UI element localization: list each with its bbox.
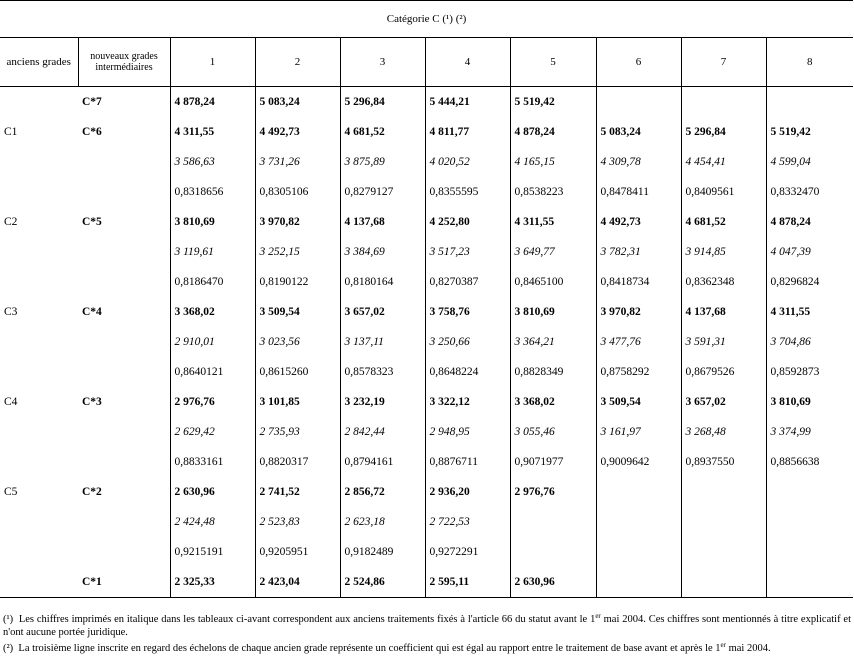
col-header-step: 5 — [510, 38, 596, 87]
footnote-2-text-end: mai 2004. — [725, 643, 771, 654]
value-cell: 3 704,86 — [766, 327, 853, 357]
table-row — [0, 417, 853, 447]
value-cell: 4 878,24 — [766, 207, 853, 237]
value-cell: 2 630,96 — [510, 567, 596, 598]
old-grade-cell — [0, 147, 78, 177]
new-grade-cell — [78, 537, 170, 567]
value-cell: 4 047,39 — [766, 237, 853, 267]
table-row — [0, 117, 853, 147]
value-cell — [596, 537, 681, 567]
value-cell — [510, 537, 596, 567]
category-title: Catégorie C (¹) (²) — [0, 1, 853, 38]
value-cell: 4 309,78 — [596, 147, 681, 177]
table-row — [0, 87, 853, 118]
value-cell: 0,8538223 — [510, 177, 596, 207]
value-cell: 0,8190122 — [255, 267, 340, 297]
value-cell: 3 782,31 — [596, 237, 681, 267]
value-cell: 3 101,85 — [255, 387, 340, 417]
value-cell: 3 657,02 — [681, 387, 766, 417]
footnote-1-text: Les chiffres imprimés en italique dans les tableaux ci-avant correspondent aux anciens traitements fixés à l'article 66 du statut avant le 1 — [18, 614, 596, 625]
table-row — [0, 357, 853, 387]
value-cell: 0,8418734 — [596, 267, 681, 297]
table-row — [0, 207, 853, 237]
value-cell: 0,9215191 — [170, 537, 255, 567]
value-cell: 3 232,19 — [340, 387, 425, 417]
new-grade-cell — [78, 447, 170, 477]
col-header-old-grades: anciens grades — [0, 38, 78, 87]
table-row — [0, 507, 853, 537]
value-cell: 3 368,02 — [510, 387, 596, 417]
value-cell — [681, 537, 766, 567]
value-cell — [681, 567, 766, 598]
table-row — [0, 477, 853, 507]
new-grade-cell: C*2 — [82, 486, 102, 498]
value-cell: 0,8758292 — [596, 357, 681, 387]
value-cell: 3 364,21 — [510, 327, 596, 357]
value-cell: 2 856,72 — [340, 477, 425, 507]
value-cell: 4 681,52 — [681, 207, 766, 237]
value-cell: 2 630,96 — [170, 477, 255, 507]
value-cell: 3 731,26 — [255, 147, 340, 177]
value-cell: 0,8465100 — [510, 267, 596, 297]
old-grade-cell: C5 — [4, 486, 18, 498]
value-cell: 2 524,86 — [340, 567, 425, 598]
value-cell: 3 875,89 — [340, 147, 425, 177]
column-header-row — [0, 38, 853, 87]
footnote-2-sup: er — [720, 641, 726, 649]
table-row — [0, 327, 853, 357]
new-grade-cell — [78, 507, 170, 537]
value-cell: 2 325,33 — [170, 567, 255, 598]
value-cell — [766, 87, 853, 118]
new-grade-cell: C*5 — [82, 216, 102, 228]
col-header-step: 4 — [425, 38, 510, 87]
value-cell: 0,8186470 — [170, 267, 255, 297]
new-grade-cell — [78, 237, 170, 267]
table-row — [0, 267, 853, 297]
value-cell: 5 519,42 — [510, 87, 596, 118]
value-cell: 0,8296824 — [766, 267, 853, 297]
col-header-new-grades: nouveaux grades intermédiaires — [78, 38, 170, 87]
value-cell: 3 810,69 — [766, 387, 853, 417]
value-cell: 2 976,76 — [510, 477, 596, 507]
value-cell: 0,8615260 — [255, 357, 340, 387]
value-cell: 4 311,55 — [170, 117, 255, 147]
value-cell: 3 023,56 — [255, 327, 340, 357]
value-cell: 3 586,63 — [170, 147, 255, 177]
value-cell: 0,8820317 — [255, 447, 340, 477]
table-row — [0, 537, 853, 567]
new-grade-cell: C*1 — [78, 567, 170, 598]
value-cell: 3 810,69 — [170, 207, 255, 237]
value-cell: 5 296,84 — [340, 87, 425, 118]
value-cell — [766, 537, 853, 567]
old-grade-cell — [0, 357, 78, 387]
value-cell: 3 374,99 — [766, 417, 853, 447]
value-cell: 2 623,18 — [340, 507, 425, 537]
old-grade-cell — [0, 507, 78, 537]
value-cell: 0,9205951 — [255, 537, 340, 567]
value-cell: 2 423,04 — [255, 567, 340, 598]
value-cell — [596, 567, 681, 598]
value-cell: 2 595,11 — [425, 567, 510, 598]
value-cell: 2 424,48 — [170, 507, 255, 537]
value-cell: 2 722,53 — [425, 507, 510, 537]
value-cell: 3 509,54 — [255, 297, 340, 327]
value-cell: 4 878,24 — [510, 117, 596, 147]
table-row — [0, 387, 853, 417]
value-cell: 4 311,55 — [766, 297, 853, 327]
value-cell: 4 492,73 — [596, 207, 681, 237]
new-grade-cell: C*4 — [82, 306, 102, 318]
value-cell: 3 384,69 — [340, 237, 425, 267]
value-cell: 4 165,15 — [510, 147, 596, 177]
col-header-step: 3 — [340, 38, 425, 87]
value-cell: 3 268,48 — [681, 417, 766, 447]
value-cell: 2 629,42 — [170, 417, 255, 447]
value-cell: 3 322,12 — [425, 387, 510, 417]
table-row — [0, 297, 853, 327]
old-grade-cell — [0, 177, 78, 207]
value-cell: 0,9272291 — [425, 537, 510, 567]
value-cell: 5 296,84 — [681, 117, 766, 147]
value-cell: 4 681,52 — [340, 117, 425, 147]
table-row — [0, 567, 853, 598]
footnote-1 — [3, 610, 851, 639]
value-cell: 4 454,41 — [681, 147, 766, 177]
value-cell: 0,8648224 — [425, 357, 510, 387]
value-cell: 4 492,73 — [255, 117, 340, 147]
value-cell: 4 252,80 — [425, 207, 510, 237]
value-cell: 3 161,97 — [596, 417, 681, 447]
value-cell: 3 517,23 — [425, 237, 510, 267]
value-cell: 0,8318656 — [170, 177, 255, 207]
value-cell: 4 137,68 — [681, 297, 766, 327]
old-grade-cell — [0, 537, 78, 567]
value-cell: 0,8180164 — [340, 267, 425, 297]
value-cell: 0,8876711 — [425, 447, 510, 477]
new-grade-cell — [78, 357, 170, 387]
new-grade-cell — [78, 417, 170, 447]
col-header-step: 2 — [255, 38, 340, 87]
value-cell: 0,8794161 — [340, 447, 425, 477]
new-grade-cell: C*6 — [82, 126, 102, 138]
value-cell: 4 137,68 — [340, 207, 425, 237]
value-cell: 3 137,11 — [340, 327, 425, 357]
new-grade-cell — [78, 267, 170, 297]
old-grade-cell — [0, 417, 78, 447]
value-cell — [596, 477, 681, 507]
value-cell: 2 948,95 — [425, 417, 510, 447]
value-cell: 2 735,93 — [255, 417, 340, 447]
value-cell: 4 599,04 — [766, 147, 853, 177]
value-cell: 3 810,69 — [510, 297, 596, 327]
value-cell: 3 649,77 — [510, 237, 596, 267]
value-cell: 3 509,54 — [596, 387, 681, 417]
value-cell: 0,8679526 — [681, 357, 766, 387]
old-grade-cell: C4 — [4, 396, 18, 408]
footnote-2-mark: (²) — [3, 643, 14, 654]
category-header-row — [0, 1, 853, 38]
value-cell: 0,8409561 — [681, 177, 766, 207]
footnote-1-mark: (¹) — [3, 614, 14, 625]
value-cell: 3 970,82 — [596, 297, 681, 327]
value-cell: 0,8362348 — [681, 267, 766, 297]
old-grade-cell — [0, 87, 78, 118]
col-header-step: 1 — [170, 38, 255, 87]
old-grade-cell — [0, 237, 78, 267]
value-cell: 0,8592873 — [766, 357, 853, 387]
value-cell: 5 083,24 — [255, 87, 340, 118]
value-cell — [596, 87, 681, 118]
value-cell: 0,8640121 — [170, 357, 255, 387]
value-cell: 4 811,77 — [425, 117, 510, 147]
value-cell: 2 936,20 — [425, 477, 510, 507]
old-grade-cell — [0, 267, 78, 297]
old-grade-cell — [0, 567, 78, 598]
new-grade-cell — [78, 177, 170, 207]
value-cell: 0,9009642 — [596, 447, 681, 477]
value-cell: 2 842,44 — [340, 417, 425, 447]
col-header-step: 8 — [766, 38, 853, 87]
col-header-step: 7 — [681, 38, 766, 87]
value-cell — [766, 477, 853, 507]
value-cell: 5 444,21 — [425, 87, 510, 118]
footnotes — [3, 610, 851, 655]
value-cell: 0,8478411 — [596, 177, 681, 207]
value-cell: 3 970,82 — [255, 207, 340, 237]
value-cell: 3 914,85 — [681, 237, 766, 267]
old-grade-cell: C3 — [4, 306, 18, 318]
value-cell: 2 741,52 — [255, 477, 340, 507]
table-row — [0, 177, 853, 207]
value-cell: 0,8828349 — [510, 357, 596, 387]
value-cell: 3 477,76 — [596, 327, 681, 357]
new-grade-cell — [78, 327, 170, 357]
col-header-step: 6 — [596, 38, 681, 87]
value-cell: 0,8355595 — [425, 177, 510, 207]
value-cell: 3 055,46 — [510, 417, 596, 447]
value-cell: 4 878,24 — [170, 87, 255, 118]
value-cell: 0,8856638 — [766, 447, 853, 477]
value-cell — [596, 507, 681, 537]
value-cell: 5 519,42 — [766, 117, 853, 147]
old-grade-cell: C2 — [4, 216, 18, 228]
footnote-1-text-end: mai 2004. Ces chiffres sont mentionnés à titre explicatif et n'ont aucune portée juridique. — [3, 614, 851, 638]
footnote-2-text: La troisième ligne inscrite en regard des échelons de chaque ancien grade représente un coefficient qui est égal au rapport entre le traitement de base avant et après le 1 — [18, 643, 721, 654]
footnote-2 — [3, 639, 851, 655]
value-cell: 3 252,15 — [255, 237, 340, 267]
value-cell: 0,8332470 — [766, 177, 853, 207]
value-cell: 2 523,83 — [255, 507, 340, 537]
value-cell: 5 083,24 — [596, 117, 681, 147]
value-cell — [766, 507, 853, 537]
value-cell: 0,8279127 — [340, 177, 425, 207]
footnote-1-sup: er — [595, 612, 601, 620]
table-row — [0, 447, 853, 477]
value-cell: 3 368,02 — [170, 297, 255, 327]
value-cell: 2 976,76 — [170, 387, 255, 417]
value-cell: 0,8270387 — [425, 267, 510, 297]
value-cell: 3 119,61 — [170, 237, 255, 267]
value-cell: 3 758,76 — [425, 297, 510, 327]
old-grade-cell — [0, 447, 78, 477]
value-cell: 0,8833161 — [170, 447, 255, 477]
value-cell: 0,9071977 — [510, 447, 596, 477]
old-grade-cell: C1 — [4, 126, 18, 138]
old-grade-cell — [0, 327, 78, 357]
value-cell — [510, 507, 596, 537]
value-cell: 0,8305106 — [255, 177, 340, 207]
value-cell: 4 311,55 — [510, 207, 596, 237]
value-cell — [681, 87, 766, 118]
table-row — [0, 147, 853, 177]
value-cell: 3 657,02 — [340, 297, 425, 327]
value-cell: 0,8578323 — [340, 357, 425, 387]
value-cell: 0,9182489 — [340, 537, 425, 567]
new-grade-cell: C*3 — [82, 396, 102, 408]
value-cell — [766, 567, 853, 598]
new-grade-cell — [78, 147, 170, 177]
value-cell: 3 250,66 — [425, 327, 510, 357]
value-cell — [681, 507, 766, 537]
new-grade-cell: C*7 — [82, 96, 102, 108]
value-cell: 0,8937550 — [681, 447, 766, 477]
value-cell: 4 020,52 — [425, 147, 510, 177]
table-row — [0, 237, 853, 267]
value-cell: 3 591,31 — [681, 327, 766, 357]
value-cell — [681, 477, 766, 507]
value-cell: 2 910,01 — [170, 327, 255, 357]
